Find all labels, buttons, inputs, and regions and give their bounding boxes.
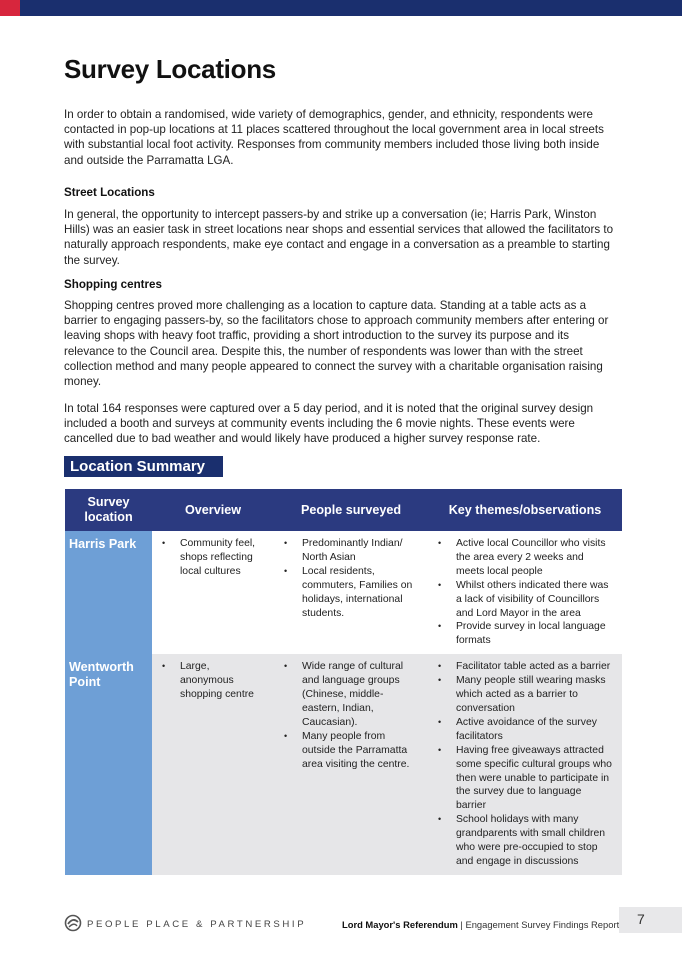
list-item: • Predominantly Indian/ North Asian [282, 537, 420, 565]
header-people-surveyed: People surveyed [274, 489, 428, 531]
intro-paragraph: In order to obtain a randomised, wide variety of demographics, gender, and ethnicity, respondents were contacted in pop-up locations at 11 places scattered throughout the local government area in local streets with substantial local foot activity. Responses from community members included those living both inside and outside the Parramatta LGA. [64, 108, 604, 167]
footer-brand: PEOPLE PLACE & PARTNERSHIP [87, 919, 307, 930]
top-banner [0, 0, 682, 16]
location-summary-table [65, 489, 622, 875]
people-cell [274, 654, 428, 875]
list-item: • Active local Councillor who visits the area every 2 weeks and meets local people [436, 537, 614, 579]
location-summary-title: Location Summary [64, 456, 223, 477]
list-item: • Wide range of cultural and language groups (Chinese, middle-eastern, Indian, Caucasian). [282, 660, 420, 730]
footer-report-title [342, 919, 619, 930]
list-item: • Provide survey in local language formats [436, 620, 614, 648]
footer-report-subtitle: | Engagement Survey Findings Report [457, 919, 620, 930]
overview-cell [152, 654, 274, 875]
table-row [65, 654, 622, 875]
page-number: 7 [637, 911, 645, 927]
location-cell: Wentworth Point [65, 654, 152, 875]
header-survey-location: Survey location [65, 489, 152, 531]
street-locations-heading: Street Locations [64, 186, 155, 199]
list-item: • Whilst others indicated there was a lack of visibility of Councillors and Lord Mayor in the area [436, 579, 614, 621]
list-item: • Many people from outside the Parramatta area visiting the centre. [282, 730, 420, 772]
themes-cell [428, 531, 622, 654]
list-item: • Community feel, shops reflecting local cultures [160, 537, 266, 579]
people-cell [274, 531, 428, 654]
list-item: • Many people still wearing masks which acted as a barrier to conversation [436, 674, 614, 716]
list-item: • Facilitator table acted as a barrier [436, 660, 614, 674]
footer-report-bold: Lord Mayor's Referendum [342, 919, 458, 930]
list-item: • Local residents, commuters, Families on holidays, international students. [282, 565, 420, 621]
top-banner-accent [0, 0, 20, 16]
total-responses-paragraph: In total 164 responses were captured over a 5 day period, and it is noted that the original survey design included a booth and surveys at community events including the 6 movie nights. These events were cancelled due to bad weather and would likely have produced a higher survey response rate. [64, 402, 594, 446]
list-item: • Active avoidance of the survey facilitators [436, 716, 614, 744]
street-locations-paragraph: In general, the opportunity to intercept passers-by and strike up a conversation (ie; Harris Park, Winston Hills) was an easier task in street locations near shops and essential services that allowed the facilitators to naturally approach respondents, make eye contact and engage in a conversation as a preamble to starting the survey. [64, 208, 614, 267]
themes-cell [428, 654, 622, 875]
header-key-themes: Key themes/observations [428, 489, 622, 531]
page-number-box [619, 907, 682, 933]
list-item: • Large, anonymous shopping centre [160, 660, 266, 702]
shopping-centres-paragraph: Shopping centres proved more challenging as a location to capture data. Standing at a table acts as a barrier to engaging passers-by, so the facilitators chose to approach community members after entering or leaving shops with heavy foot traffic, providing a short introduction to the survey its purpose and its relevance to the Council area. Despite this, the number of respondents was lower than with the street collection method and many people appeared to connect the survey with a charitable organisation raising money. [64, 299, 609, 389]
brand-logo-icon [64, 914, 82, 932]
list-item: • Having free giveaways attracted some specific cultural groups who then were unable to participate in the survey due to language barrier [436, 744, 614, 814]
page-title: Survey Locations [64, 54, 276, 84]
table-row [65, 531, 622, 654]
overview-cell [152, 531, 274, 654]
header-overview: Overview [152, 489, 274, 531]
shopping-centres-heading: Shopping centres [64, 278, 162, 291]
list-item: • School holidays with many grandparents with small children who were pre-occupied to stop and engage in discussions [436, 813, 614, 869]
table-header-row [65, 489, 622, 531]
location-cell: Harris Park [65, 531, 152, 654]
